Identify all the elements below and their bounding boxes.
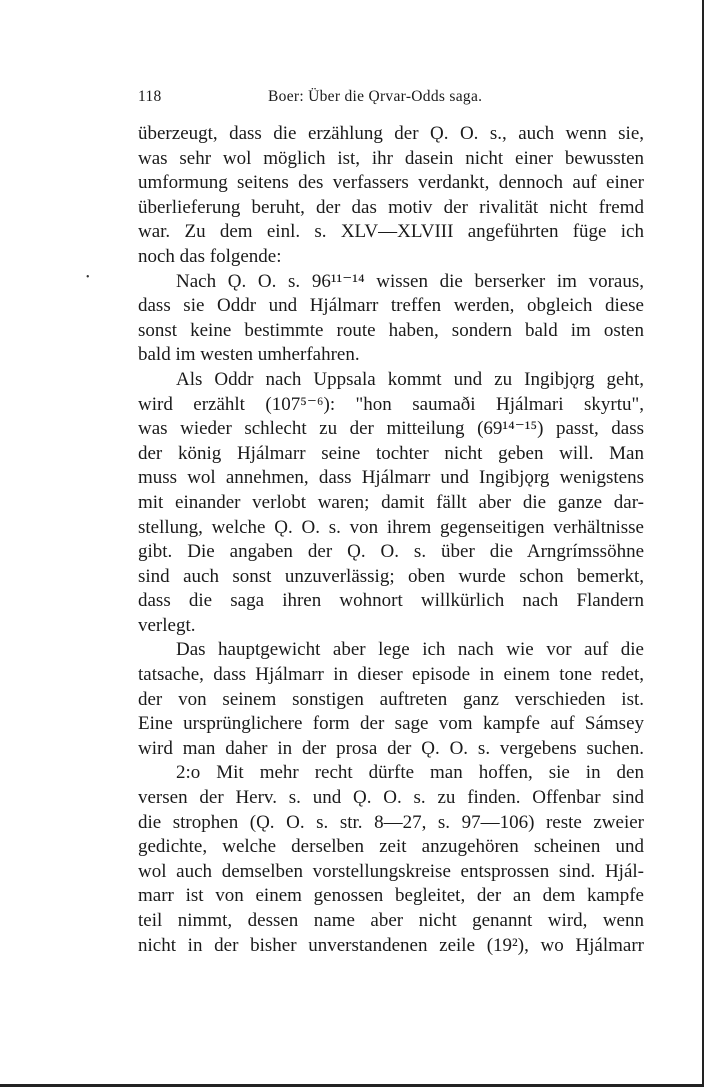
text-line: mit einander verlobt waren; damit fällt aber die ganze dar-	[138, 491, 644, 513]
text-line: gedichte, welche derselben zeit anzugehören scheinen und	[138, 836, 644, 858]
text-line: Als Oddr nach Uppsala kommt und zu Ingibjǫrg geht,	[176, 368, 644, 390]
text-line: verlegt.	[138, 614, 196, 636]
text-line: versen der Herv. s. und Ǫ. O. s. zu finden. Offenbar sind	[138, 787, 644, 809]
text-line: sonst keine bestimmte route haben, sondern bald im osten	[138, 319, 644, 341]
text-line: Eine ursprünglichere form der sage vom kampfe auf Sámsey	[138, 713, 644, 735]
text-line: was wieder schlecht zu der mitteilung (69¹⁴⁻¹⁵) passt, dass	[138, 418, 644, 440]
text-line: 2:o Mit mehr recht dürfte man hoffen, sie in den	[176, 762, 644, 784]
text-line: nicht in der bisher unverstandenen zeile (19²), wo Hjálmarr	[138, 934, 644, 956]
text-line: bald im westen umherfahren.	[138, 344, 360, 366]
running-title: Boer: Über die Ǫrvar-Odds saga.	[268, 88, 483, 105]
text-line: sind auch sonst unzuverlässig; oben wurde schon bemerkt,	[138, 565, 644, 587]
text-line: Das hauptgewicht aber lege ich nach wie vor auf die	[176, 639, 644, 661]
text-line: der könig Hjálmarr seine tochter nicht geben will. Man	[138, 442, 644, 464]
text-line: die strophen (Ǫ. O. s. str. 8—27, s. 97—106) reste zweier	[138, 811, 644, 833]
text-line: überzeugt, dass die erzählung der Ǫ. O. s., auch wenn sie,	[138, 123, 644, 144]
text-line: dass sie Oddr und Hjálmarr treffen werden, obgleich diese	[138, 295, 644, 317]
margin-mark: •	[86, 272, 90, 283]
text-line: wol auch demselben vorstellungskreise entsprossen sind. Hjál-	[138, 860, 644, 882]
text-line: wird man daher in der prosa der Ǫ. O. s. vergebens suchen.	[138, 737, 644, 759]
text-line: muss wol annehmen, dass Hjálmarr und Ingibjǫrg wenigstens	[138, 467, 644, 489]
text-line: marr ist von einem genossen begleitet, der an dem kampfe	[138, 885, 644, 907]
text-line: was sehr wol möglich ist, ihr dasein nicht einer bewussten	[138, 147, 644, 169]
text-line: umformung seitens des verfassers verdankt, dennoch auf einer	[138, 172, 644, 194]
text-line: teil nimmt, dessen name aber nicht genannt wird, wenn	[138, 910, 644, 931]
text-line: tatsache, dass Hjálmarr in dieser episode in einem tone redet,	[138, 664, 644, 686]
text-line: wird erzählt (107⁵⁻⁶): "hon saumaði Hjálmari skyrtu",	[138, 393, 644, 415]
text-line: Nach Ǫ. O. s. 96¹¹⁻¹⁴ wissen die berserker im voraus,	[176, 270, 644, 292]
running-header	[138, 88, 644, 112]
text-line: war. Zu dem einl. s. XLV—XLVIII angeführten füge ich	[138, 221, 644, 243]
text-line: dass die saga ihren wohnort willkürlich nach Flandern	[138, 590, 644, 612]
page-number: 118	[138, 88, 162, 105]
text-line: noch das folgende:	[138, 245, 282, 267]
text-line: der von seinem sonstigen auftreten ganz verschieden ist.	[138, 688, 644, 710]
text-line: gibt. Die angaben der Ǫ. O. s. über die Arngrímssöhne	[138, 541, 644, 563]
text-line: überlieferung beruht, der das motiv der rivalität nicht fremd	[138, 196, 644, 218]
body-text	[138, 122, 644, 958]
text-line: stellung, welche Ǫ. O. s. von ihrem gegenseitigen verhältnisse	[138, 516, 644, 538]
